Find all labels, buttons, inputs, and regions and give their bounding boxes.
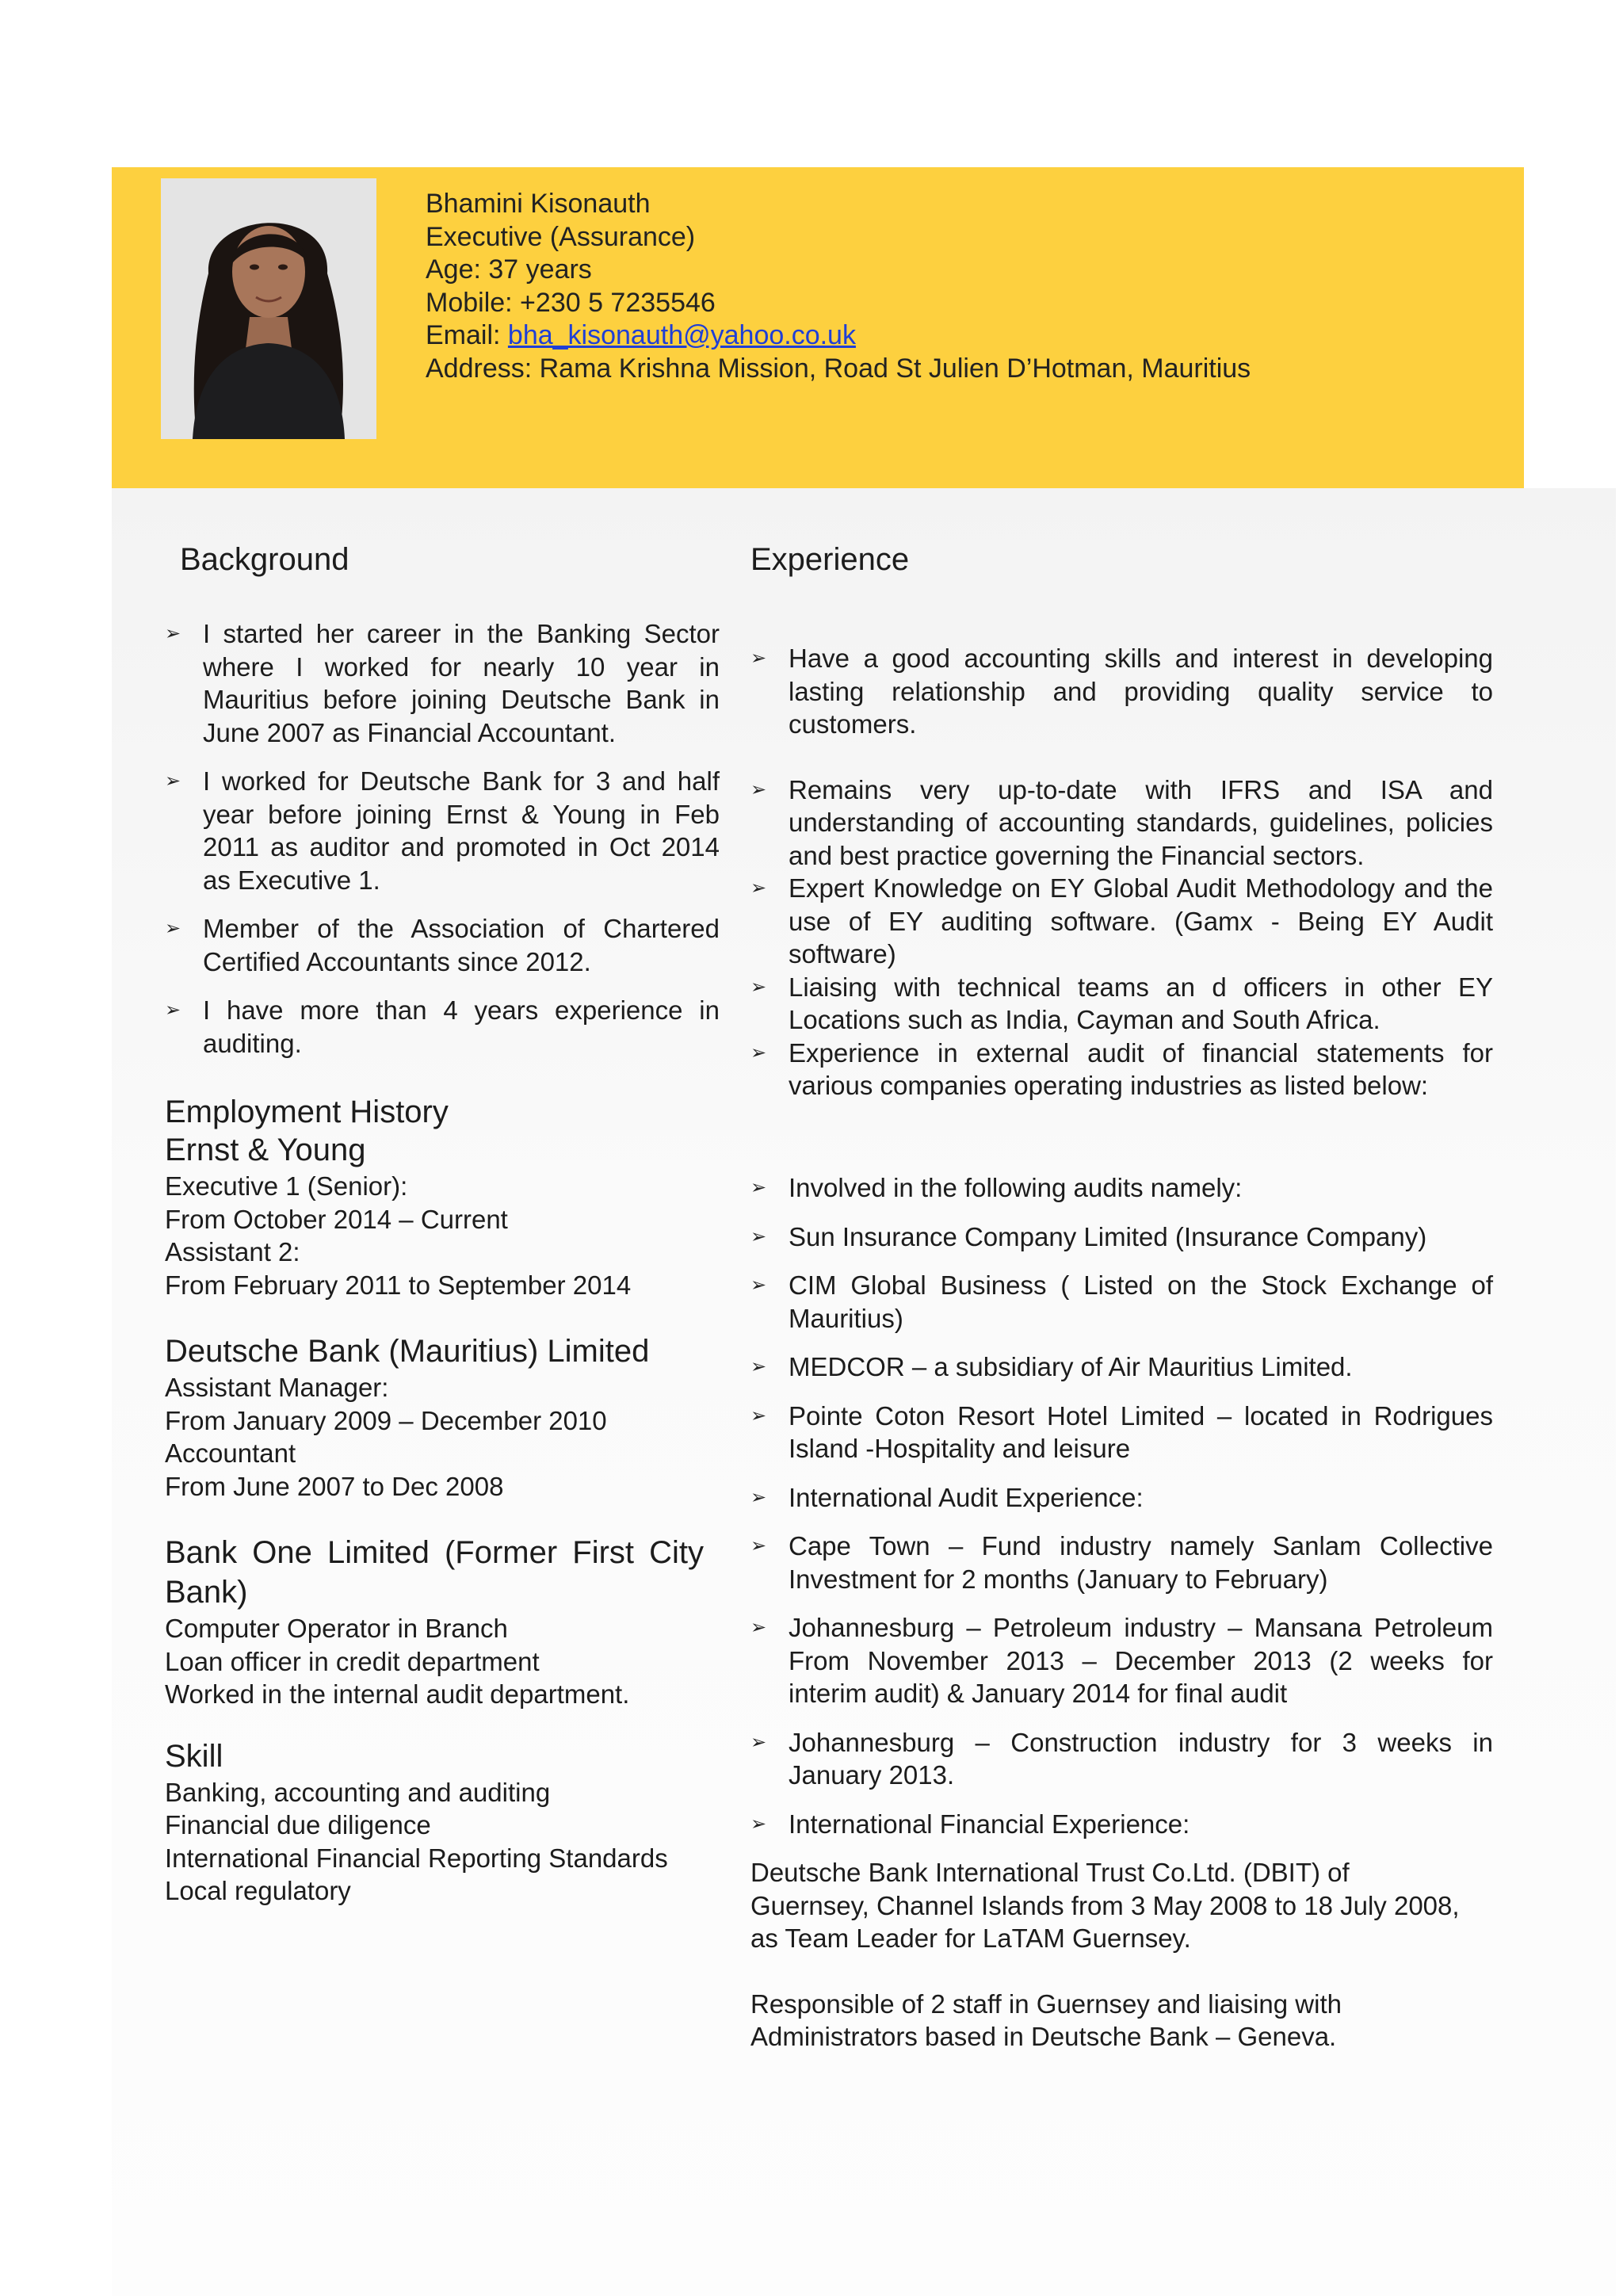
list-item: ➢ CIM Global Business ( Listed on the Stock Exchange of Mauritius) [750, 1270, 1493, 1333]
mobile: Mobile: +230 5 7235546 [426, 287, 716, 318]
arrow-bullet-icon: ➢ [750, 1486, 767, 1508]
employment-line: From February 2011 to September 2014 [165, 1270, 632, 1300]
experience-list [750, 642, 1493, 1102]
profile-photo [161, 178, 376, 439]
list-item: ➢ Expert Knowledge on EY Global Audit Methodology and the use of EY auditing software. (Gamx - Being EY Audit software) [750, 873, 1493, 968]
list-item: ➢ I started her career in the Banking Sector where I worked for nearly 10 year in Mauritius before joining Deutsche Bank in June 2007 as Financial Accountant. [165, 619, 720, 747]
employment-line: Loan officer in credit department [165, 1646, 540, 1676]
arrow-bullet-icon: ➢ [165, 770, 181, 792]
employment-line: From October 2014 – Current [165, 1204, 508, 1234]
list-item: ➢ Liaising with technical teams an d officers in other EY Locations such as India, Cayman and South Africa. [750, 972, 1493, 1034]
employment-line: Assistant 2: [165, 1237, 300, 1266]
arrow-bullet-icon: ➢ [165, 623, 181, 644]
candidate-name: Bhamini Kisonauth [426, 189, 651, 219]
list-item: ➢ Johannesburg – Construction industry for 3 weeks in January 2013. [750, 1727, 1493, 1790]
employment-line: Worked in the internal audit department. [165, 1679, 630, 1709]
job-title: Executive (Assurance) [426, 221, 696, 252]
arrow-bullet-icon: ➢ [165, 999, 181, 1021]
skill-item: Local regulatory [165, 1876, 351, 1905]
list-item: ➢ Member of the Association of Chartered Certified Accountants since 2012. [165, 914, 720, 976]
address: Address: Rama Krishna Mission, Road St Julien D’Hotman, Mauritius [426, 353, 1251, 384]
list-item: ➢ Have a good accounting skills and interest in developing lasting relationship and providing quality service to customers. [750, 644, 1493, 739]
company-name: Deutsche Bank (Mauritius) Limited [165, 1334, 650, 1369]
employment-line: Assistant Manager: [165, 1373, 389, 1402]
arrow-bullet-icon: ➢ [750, 976, 767, 998]
skill-heading: Skill [165, 1738, 223, 1774]
list-item: ➢ Cape Town – Fund industry namely Sanlam Collective Investment for 2 months (January to February) [750, 1531, 1493, 1594]
employment-history [165, 1092, 704, 1908]
arrow-bullet-icon: ➢ [750, 1356, 767, 1377]
arrow-bullet-icon: ➢ [750, 1225, 767, 1247]
financial-experience-text [750, 1856, 1464, 2053]
arrow-bullet-icon: ➢ [750, 1274, 767, 1296]
arrow-bullet-icon: ➢ [750, 877, 767, 899]
background-list [165, 617, 720, 1060]
list-item: ➢ Remains very up-to-date with IFRS and ISA and understanding of accounting standards, guidelines, policies and best practice governing the Financial sectors. [750, 774, 1493, 870]
company-name: Ernst & Young [165, 1133, 366, 1167]
arrow-bullet-icon: ➢ [750, 1731, 767, 1753]
arrow-bullet-icon: ➢ [750, 778, 767, 800]
list-item: ➢ Experience in external audit of financial statements for various companies operating industries as listed below: [750, 1037, 1493, 1100]
paragraph: Responsible of 2 staff in Guernsey and liaising with Administrators based in Deutsche Bank – Geneva. [750, 1988, 1342, 2051]
person-portrait-icon [161, 178, 376, 439]
list-item: ➢ I worked for Deutsche Bank for 3 and half year before joining Ernst & Young in Feb 2011 as auditor and promoted in Oct 2014 as Executive 1. [165, 766, 720, 895]
employment-heading: Employment History [165, 1095, 449, 1129]
profile-header [112, 167, 1524, 488]
list-item: ➢ Johannesburg – Petroleum industry – Mansana Petroleum From November 2013 – December 2013 (2 weeks for interim audit) & January 2014 for final audit [750, 1613, 1493, 1708]
contact-details [426, 188, 1251, 385]
list-item: ➢ International Financial Experience: [750, 1808, 1493, 1841]
skill-item: Banking, accounting and auditing [165, 1777, 551, 1807]
skill-item: Financial due diligence [165, 1810, 431, 1839]
audit-list [750, 1171, 1493, 1840]
company-name: Bank One Limited (Former First City Bank) [165, 1535, 704, 1610]
arrow-bullet-icon: ➢ [750, 1535, 767, 1557]
background-heading: Background [180, 542, 349, 577]
list-item: ➢ MEDCOR – a subsidiary of Air Mauritius Limited. [750, 1350, 1493, 1384]
list-item: ➢ I have more than 4 years experience in auditing. [165, 995, 720, 1058]
employment-line: Computer Operator in Branch [165, 1614, 508, 1643]
email-row [426, 319, 1251, 353]
list-item: ➢ Pointe Coton Resort Hotel Limited – located in Rodrigues Island -Hospitality and leisure [750, 1400, 1493, 1463]
email-label: Email: [426, 320, 508, 350]
list-item: ➢ Involved in the following audits namely: [750, 1171, 1493, 1205]
employment-line: From June 2007 to Dec 2008 [165, 1471, 504, 1501]
list-item: ➢ Sun Insurance Company Limited (Insurance Company) [750, 1221, 1493, 1254]
arrow-bullet-icon: ➢ [750, 1041, 767, 1064]
email-link[interactable]: bha_kisonauth@yahoo.co.uk [507, 320, 856, 350]
age: Age: 37 years [426, 254, 592, 285]
paragraph: Deutsche Bank International Trust Co.Ltd. (DBIT) of Guernsey, Channel Islands from 3 May 2008 to 18 July 2008, as Team Leader for LaTAM Guernsey. [750, 1858, 1460, 1953]
employment-line: Accountant [165, 1438, 296, 1468]
arrow-bullet-icon: ➢ [750, 1617, 767, 1638]
employment-line: Executive 1 (Senior): [165, 1171, 408, 1201]
skill-item: International Financial Reporting Standards [165, 1843, 668, 1873]
arrow-bullet-icon: ➢ [165, 918, 181, 939]
experience-heading: Experience [750, 542, 910, 577]
arrow-bullet-icon: ➢ [750, 648, 767, 669]
arrow-bullet-icon: ➢ [750, 1813, 767, 1835]
employment-line: From January 2009 – December 2010 [165, 1405, 607, 1435]
list-item: ➢ International Audit Experience: [750, 1481, 1493, 1515]
arrow-bullet-icon: ➢ [750, 1404, 767, 1427]
arrow-bullet-icon: ➢ [750, 1177, 767, 1198]
